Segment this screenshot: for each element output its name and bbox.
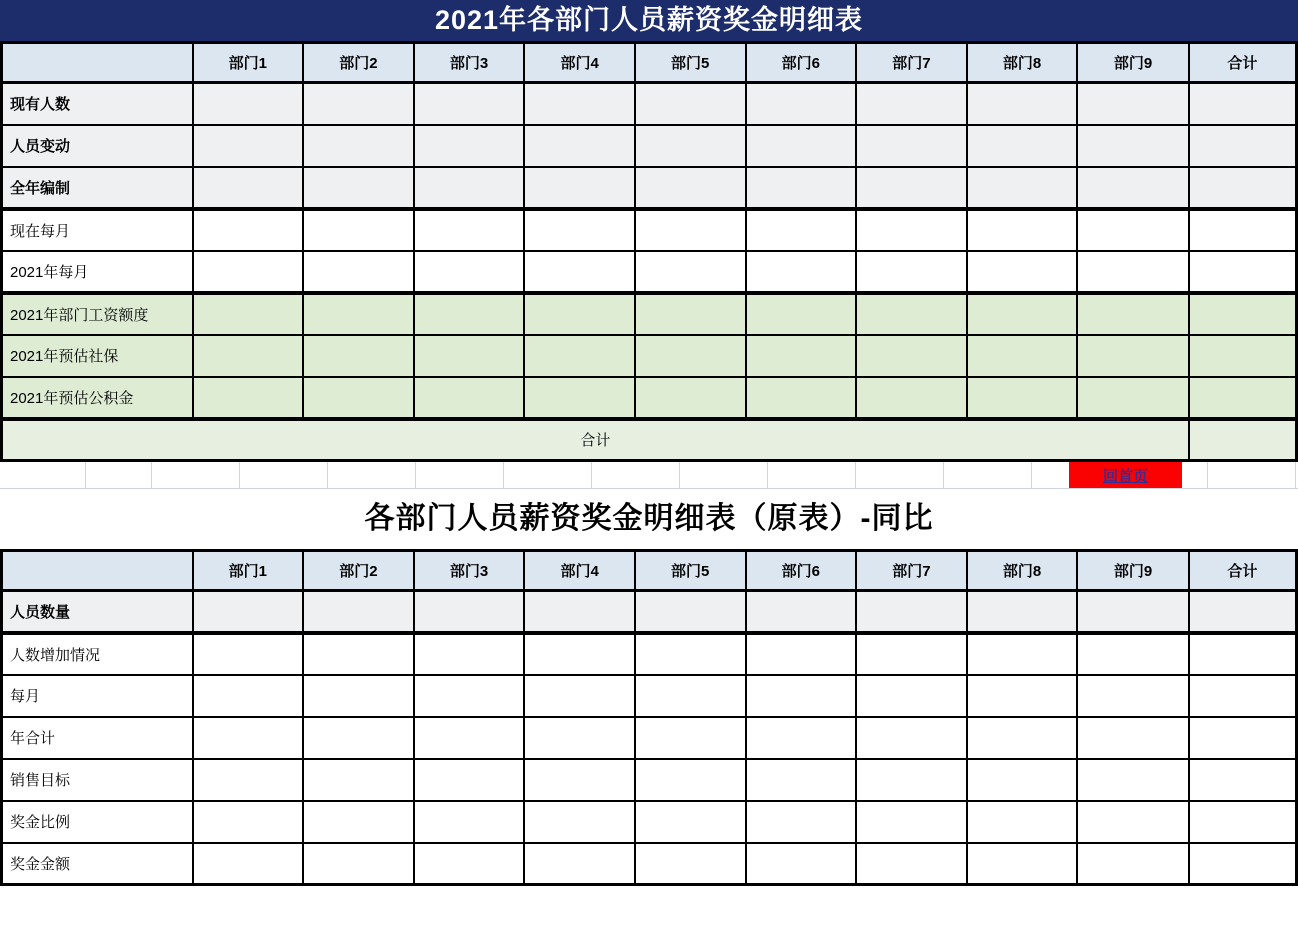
cell[interactable] — [193, 335, 304, 377]
cell[interactable] — [193, 377, 304, 419]
cell[interactable] — [303, 125, 414, 167]
table-row — [2, 167, 1297, 209]
cell[interactable] — [635, 801, 746, 843]
cell[interactable] — [414, 801, 525, 843]
cell[interactable] — [414, 251, 525, 293]
cell[interactable] — [1189, 293, 1297, 335]
header-cell[interactable]: 部门8 — [967, 551, 1078, 591]
header-cell[interactable]: 部门1 — [193, 551, 304, 591]
cell[interactable] — [524, 125, 635, 167]
cell[interactable] — [635, 759, 746, 801]
cell[interactable] — [635, 335, 746, 377]
cell[interactable] — [967, 125, 1078, 167]
cell[interactable] — [193, 675, 304, 717]
cell[interactable] — [856, 377, 967, 419]
cell[interactable] — [524, 801, 635, 843]
cell[interactable] — [967, 591, 1078, 633]
header-cell[interactable]: 合计 — [1189, 43, 1297, 83]
cell[interactable] — [856, 335, 967, 377]
cell[interactable] — [1077, 717, 1189, 759]
cell[interactable] — [746, 251, 857, 293]
cell[interactable] — [746, 335, 857, 377]
cell[interactable] — [856, 167, 967, 209]
cell[interactable] — [635, 633, 746, 675]
cell[interactable] — [414, 675, 525, 717]
row-label-cell[interactable]: 人员变动 — [2, 125, 193, 167]
cell[interactable] — [193, 717, 304, 759]
cell[interactable] — [746, 759, 857, 801]
cell[interactable] — [1077, 251, 1189, 293]
cell[interactable] — [303, 801, 414, 843]
cell[interactable] — [746, 209, 857, 251]
row-label-cell[interactable]: 2021年每月 — [2, 251, 193, 293]
row-label-cell[interactable]: 2021年部门工资额度 — [2, 293, 193, 335]
cell[interactable] — [414, 167, 525, 209]
cell[interactable] — [1077, 335, 1189, 377]
cell[interactable] — [524, 675, 635, 717]
cell[interactable] — [1077, 759, 1189, 801]
cell[interactable] — [524, 759, 635, 801]
cell[interactable] — [524, 167, 635, 209]
table2-grid — [0, 549, 1298, 886]
row-label-cell[interactable]: 销售目标 — [2, 759, 193, 801]
row-label-cell[interactable]: 全年编制 — [2, 167, 193, 209]
cell[interactable] — [1077, 675, 1189, 717]
cell[interactable] — [746, 125, 857, 167]
cell[interactable] — [524, 591, 635, 633]
row-label-cell[interactable]: 2021年预估社保 — [2, 335, 193, 377]
cell[interactable] — [193, 83, 304, 125]
header-cell[interactable]: 合计 — [1189, 551, 1297, 591]
cell[interactable] — [1077, 801, 1189, 843]
header-cell[interactable]: 部门9 — [1077, 43, 1189, 83]
cell[interactable] — [967, 335, 1078, 377]
cell[interactable] — [414, 125, 525, 167]
header-cell[interactable]: 部门7 — [856, 551, 967, 591]
cell[interactable] — [746, 633, 857, 675]
cell[interactable] — [967, 251, 1078, 293]
row-label-cell[interactable]: 每月 — [2, 675, 193, 717]
cell[interactable] — [856, 209, 967, 251]
row-label-cell[interactable]: 年合计 — [2, 717, 193, 759]
cell[interactable] — [303, 167, 414, 209]
cell[interactable] — [303, 675, 414, 717]
grid-gap-row — [0, 462, 1298, 489]
cell[interactable] — [635, 83, 746, 125]
cell[interactable] — [1189, 251, 1297, 293]
cell[interactable] — [746, 83, 857, 125]
cell[interactable] — [1189, 717, 1297, 759]
cell[interactable] — [635, 209, 746, 251]
header-cell[interactable]: 部门2 — [303, 43, 414, 83]
header-cell[interactable]: 部门4 — [524, 43, 635, 83]
cell[interactable] — [524, 83, 635, 125]
row-label-cell[interactable]: 奖金金额 — [2, 843, 193, 885]
footer-total-cell[interactable] — [1189, 419, 1297, 461]
cell[interactable] — [193, 209, 304, 251]
cell[interactable] — [524, 293, 635, 335]
cell[interactable] — [746, 377, 857, 419]
cell[interactable] — [967, 801, 1078, 843]
cell[interactable] — [967, 843, 1078, 885]
cell[interactable] — [856, 293, 967, 335]
cell[interactable] — [1077, 125, 1189, 167]
cell[interactable] — [414, 717, 525, 759]
cell[interactable] — [1077, 591, 1189, 633]
cell[interactable] — [856, 801, 967, 843]
cell[interactable] — [1077, 293, 1189, 335]
cell[interactable] — [414, 377, 525, 419]
header-cell[interactable]: 部门5 — [635, 43, 746, 83]
cell[interactable] — [1189, 125, 1297, 167]
header-row — [2, 43, 1297, 83]
cell[interactable] — [1189, 675, 1297, 717]
cell[interactable] — [635, 167, 746, 209]
table-row — [2, 125, 1297, 167]
header-cell[interactable]: 部门4 — [524, 551, 635, 591]
cell[interactable] — [414, 83, 525, 125]
cell[interactable] — [635, 293, 746, 335]
table-row — [2, 335, 1297, 377]
cell[interactable] — [193, 125, 304, 167]
cell[interactable] — [193, 293, 304, 335]
cell[interactable] — [1189, 167, 1297, 209]
cell[interactable] — [414, 633, 525, 675]
cell[interactable] — [635, 675, 746, 717]
cell[interactable] — [303, 759, 414, 801]
cell[interactable] — [856, 633, 967, 675]
row-label-cell[interactable]: 现有人数 — [2, 83, 193, 125]
header-cell[interactable]: 部门6 — [746, 43, 857, 83]
cell[interactable] — [856, 675, 967, 717]
cell[interactable] — [967, 83, 1078, 125]
header-cell[interactable]: 部门2 — [303, 551, 414, 591]
header-cell[interactable]: 部门5 — [635, 551, 746, 591]
cell[interactable] — [524, 209, 635, 251]
cell[interactable] — [746, 717, 857, 759]
cell[interactable] — [635, 125, 746, 167]
table-row — [2, 717, 1297, 759]
cell[interactable] — [414, 335, 525, 377]
cell[interactable] — [635, 377, 746, 419]
cell[interactable] — [746, 801, 857, 843]
cell[interactable] — [303, 717, 414, 759]
table-row — [2, 251, 1297, 293]
table-row — [2, 83, 1297, 125]
cell[interactable] — [856, 591, 967, 633]
cell[interactable] — [1189, 209, 1297, 251]
cell[interactable] — [1077, 377, 1189, 419]
cell[interactable] — [635, 717, 746, 759]
cell[interactable] — [635, 843, 746, 885]
row-label-cell[interactable]: 现在每月 — [2, 209, 193, 251]
header-row — [2, 551, 1297, 591]
cell[interactable] — [967, 293, 1078, 335]
cell[interactable] — [193, 633, 304, 675]
header-cell[interactable]: 部门6 — [746, 551, 857, 591]
row-label-cell[interactable]: 2021年预估公积金 — [2, 377, 193, 419]
cell[interactable] — [746, 591, 857, 633]
cell[interactable] — [303, 335, 414, 377]
cell[interactable] — [414, 759, 525, 801]
cell[interactable] — [193, 591, 304, 633]
cell[interactable] — [1077, 843, 1189, 885]
cell[interactable] — [856, 251, 967, 293]
cell[interactable] — [303, 209, 414, 251]
cell[interactable] — [856, 759, 967, 801]
cell[interactable] — [303, 843, 414, 885]
cell[interactable] — [967, 377, 1078, 419]
cell[interactable] — [193, 167, 304, 209]
cell[interactable] — [967, 675, 1078, 717]
table1-grid — [0, 41, 1298, 462]
cell[interactable] — [524, 335, 635, 377]
header-cell-blank[interactable] — [2, 43, 193, 83]
cell[interactable] — [856, 717, 967, 759]
footer-row — [2, 419, 1297, 461]
cell[interactable] — [1189, 83, 1297, 125]
cell[interactable] — [856, 843, 967, 885]
cell[interactable] — [524, 633, 635, 675]
cell[interactable] — [1189, 633, 1297, 675]
home-button[interactable]: 回首页 — [1069, 462, 1182, 488]
row-label-cell[interactable]: 奖金比例 — [2, 801, 193, 843]
cell[interactable] — [303, 251, 414, 293]
header-cell[interactable]: 部门9 — [1077, 551, 1189, 591]
table-row — [2, 377, 1297, 419]
cell[interactable] — [303, 293, 414, 335]
table2-title: 各部门人员薪资奖金明细表（原表）-同比 — [0, 489, 1298, 549]
header-cell[interactable]: 部门1 — [193, 43, 304, 83]
cell[interactable] — [746, 675, 857, 717]
cell[interactable] — [967, 167, 1078, 209]
cell[interactable] — [967, 209, 1078, 251]
table-row — [2, 591, 1297, 633]
cell[interactable] — [414, 843, 525, 885]
cell[interactable] — [856, 125, 967, 167]
table-row — [2, 843, 1297, 885]
header-cell-blank[interactable] — [2, 551, 193, 591]
cell[interactable] — [1189, 591, 1297, 633]
cell[interactable] — [414, 293, 525, 335]
header-cell[interactable]: 部门3 — [414, 551, 525, 591]
cell[interactable] — [635, 251, 746, 293]
table-row — [2, 633, 1297, 675]
cell[interactable] — [967, 633, 1078, 675]
table-row — [2, 209, 1297, 251]
cell[interactable] — [303, 377, 414, 419]
cell[interactable] — [524, 377, 635, 419]
cell[interactable] — [1189, 843, 1297, 885]
table-row — [2, 801, 1297, 843]
header-cell[interactable]: 部门8 — [967, 43, 1078, 83]
cell[interactable] — [524, 843, 635, 885]
cell[interactable] — [193, 801, 304, 843]
cell[interactable] — [856, 83, 967, 125]
cell[interactable] — [193, 251, 304, 293]
header-cell[interactable]: 部门3 — [414, 43, 525, 83]
table1-title: 2021年各部门人员薪资奖金明细表 — [0, 0, 1298, 41]
cell[interactable] — [303, 83, 414, 125]
table-row — [2, 675, 1297, 717]
cell[interactable] — [1189, 377, 1297, 419]
cell[interactable] — [1077, 633, 1189, 675]
cell[interactable] — [303, 591, 414, 633]
cell[interactable] — [524, 251, 635, 293]
cell[interactable] — [193, 843, 304, 885]
cell[interactable] — [193, 759, 304, 801]
footer-label-cell[interactable]: 合计 — [2, 419, 1189, 461]
cell[interactable] — [414, 209, 525, 251]
cell[interactable] — [746, 293, 857, 335]
cell[interactable] — [635, 591, 746, 633]
cell[interactable] — [414, 591, 525, 633]
cell[interactable] — [746, 843, 857, 885]
row-label-cell[interactable]: 人数增加情况 — [2, 633, 193, 675]
cell[interactable] — [1077, 209, 1189, 251]
cell[interactable] — [1189, 759, 1297, 801]
cell[interactable] — [967, 717, 1078, 759]
cell[interactable] — [1189, 801, 1297, 843]
cell[interactable] — [1077, 167, 1189, 209]
header-cell[interactable]: 部门7 — [856, 43, 967, 83]
cell[interactable] — [746, 167, 857, 209]
cell[interactable] — [524, 717, 635, 759]
cell[interactable] — [1189, 335, 1297, 377]
row-label-cell[interactable]: 人员数量 — [2, 591, 193, 633]
table-row — [2, 293, 1297, 335]
cell[interactable] — [303, 633, 414, 675]
cell[interactable] — [1077, 83, 1189, 125]
cell[interactable] — [967, 759, 1078, 801]
table-row — [2, 759, 1297, 801]
